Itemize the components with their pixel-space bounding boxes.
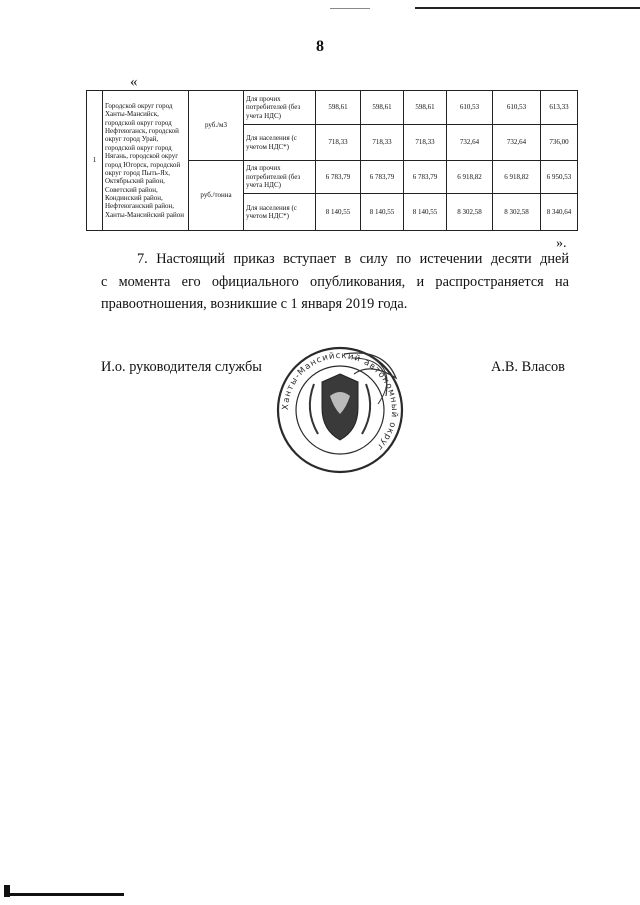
official-seal-icon xyxy=(274,344,406,476)
tariff-value: 718,33 xyxy=(361,125,404,161)
consumer-cell: Для населения (с учетом НДС*) xyxy=(244,194,316,231)
opening-quote: « xyxy=(130,74,138,90)
consumer-cell: Для прочих потребителей (без учета НДС) xyxy=(244,91,316,125)
tariff-value: 610,53 xyxy=(447,91,493,125)
tariff-value: 732,64 xyxy=(447,125,493,161)
tariff-value: 8 140,55 xyxy=(316,194,361,231)
tariff-value: 8 140,55 xyxy=(361,194,404,231)
tariff-value: 8 340,64 xyxy=(541,194,578,231)
tariff-value: 8 140,55 xyxy=(404,194,447,231)
tariff-value: 8 302,58 xyxy=(447,194,493,231)
paragraph-7 xyxy=(101,248,569,316)
scan-corner-mark xyxy=(4,885,124,897)
table-row xyxy=(87,91,578,125)
tariff-value: 6 918,82 xyxy=(493,161,541,194)
tariff-value: 6 783,79 xyxy=(316,161,361,194)
tariff-value: 6 783,79 xyxy=(361,161,404,194)
unit-cell: руб./м3 xyxy=(189,91,244,161)
tariff-table xyxy=(86,90,578,231)
tariff-value: 718,33 xyxy=(404,125,447,161)
tariff-value: 6 783,79 xyxy=(404,161,447,194)
tariff-value: 613,33 xyxy=(541,91,578,125)
paragraph-line: 7. Настоящий приказ вступает в силу по истечении десяти дней xyxy=(137,251,569,267)
signer-title: И.о. руководителя службы xyxy=(101,359,262,375)
consumer-cell: Для населения (с учетом НДС*) xyxy=(244,125,316,161)
scan-artifact xyxy=(330,8,370,9)
tariff-value: 718,33 xyxy=(316,125,361,161)
signer-name: А.В. Власов xyxy=(491,359,565,375)
paragraph-line: правоотношения, возникшие с 1 января 2019 года. xyxy=(101,296,408,312)
seal-text: Ханты-Мансийский автономный округ xyxy=(280,350,400,453)
tariff-value: 736,00 xyxy=(541,125,578,161)
tariff-value: 598,61 xyxy=(361,91,404,125)
page-number: 8 xyxy=(316,38,324,55)
paragraph-line: с момента его официального опубликования, и распространяется на xyxy=(101,273,569,290)
tariff-value: 8 302,58 xyxy=(493,194,541,231)
tariff-value: 598,61 xyxy=(404,91,447,125)
tariff-value: 610,53 xyxy=(493,91,541,125)
tariff-value: 732,64 xyxy=(493,125,541,161)
unit-cell: руб./тонна xyxy=(189,161,244,231)
tariff-value: 6 950,53 xyxy=(541,161,578,194)
closing-quote: ». xyxy=(556,236,567,251)
consumer-cell: Для прочих потребителей (без учета НДС) xyxy=(244,161,316,194)
tariff-value: 598,61 xyxy=(316,91,361,125)
tariff-value: 6 918,82 xyxy=(447,161,493,194)
row-number: 1 xyxy=(87,91,103,231)
region-cell: Городской округ город Ханты-Мансийск, городской округ город Нефтеюганск, городской округ город Урай, городской округ город Нягань, городской округ город Югорск, городской округ город Пыть-Ях, Октябрьский район, Советский район, Кондинский район, Нефтеюганский район, Ханты-Мансийский район xyxy=(103,91,189,231)
scan-artifact xyxy=(415,7,640,9)
